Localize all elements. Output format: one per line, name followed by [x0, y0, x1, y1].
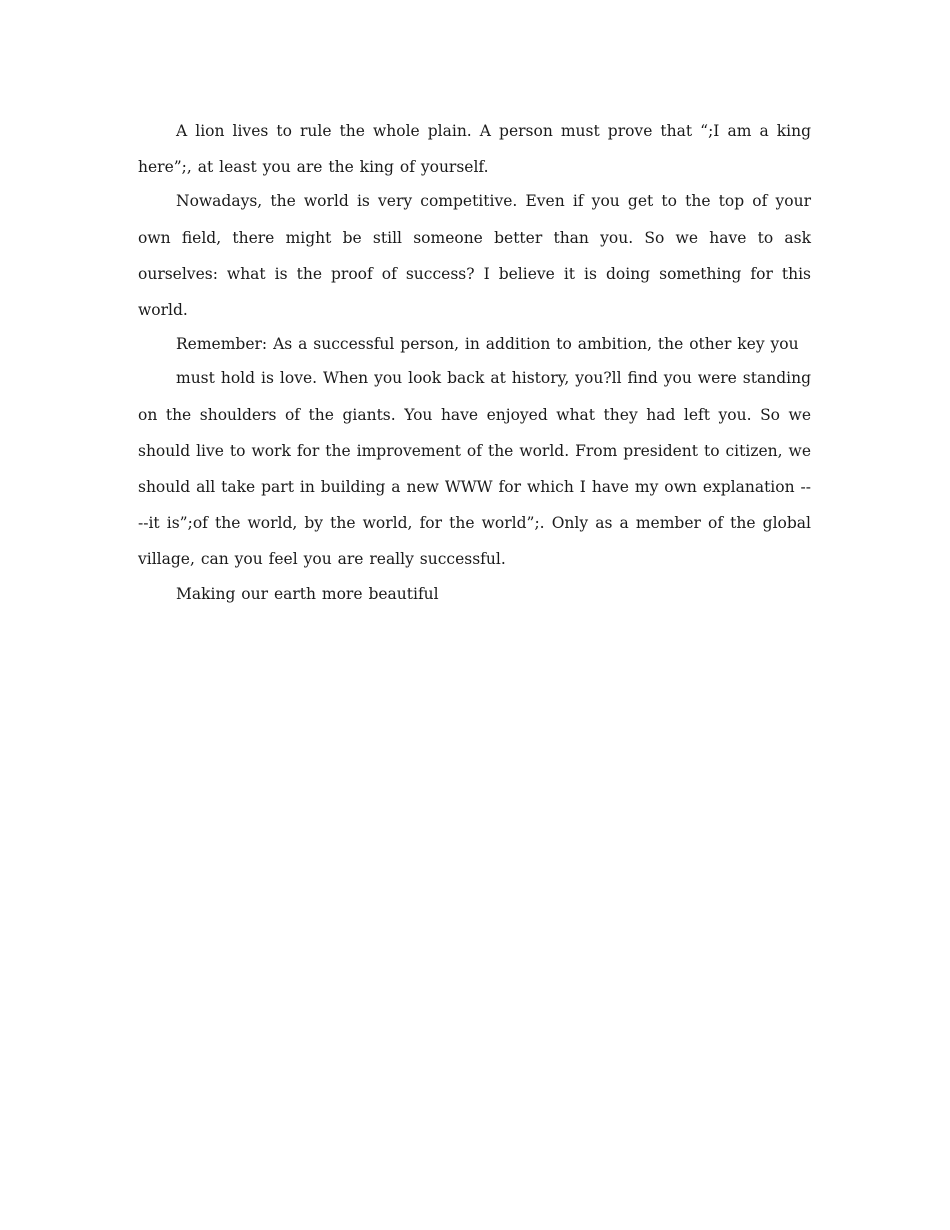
paragraph-5: Making our earth more beautiful	[176, 584, 439, 603]
document-body	[138, 113, 811, 612]
paragraph-2: Nowadays, the world is very competitive. Even if you get to the top of your own field, there might be still someone better than you. So we have to ask ourselves: what is the proof of success? I believe it is doing something for this world.	[138, 192, 811, 320]
paragraph-1: A lion lives to rule the whole plain. A person must prove that “;I am a king here”;, at least you are the king of yourself.	[138, 122, 811, 177]
paragraph-3: Remember: As a successful person, in addition to ambition, the other key you	[176, 335, 799, 354]
paragraph-4: must hold is love. When you look back at history, you?ll find you were standing on the shoulders of the giants. You have enjoyed what they had left you. So we should live to work for the improvement of the world. From president to citizen, we should all take part in building a new WWW for which I have my own explanation ----it is”;of the world, by the world, for the world”;. Only as a member of the global village, can you feel you are really successful.	[138, 369, 811, 569]
